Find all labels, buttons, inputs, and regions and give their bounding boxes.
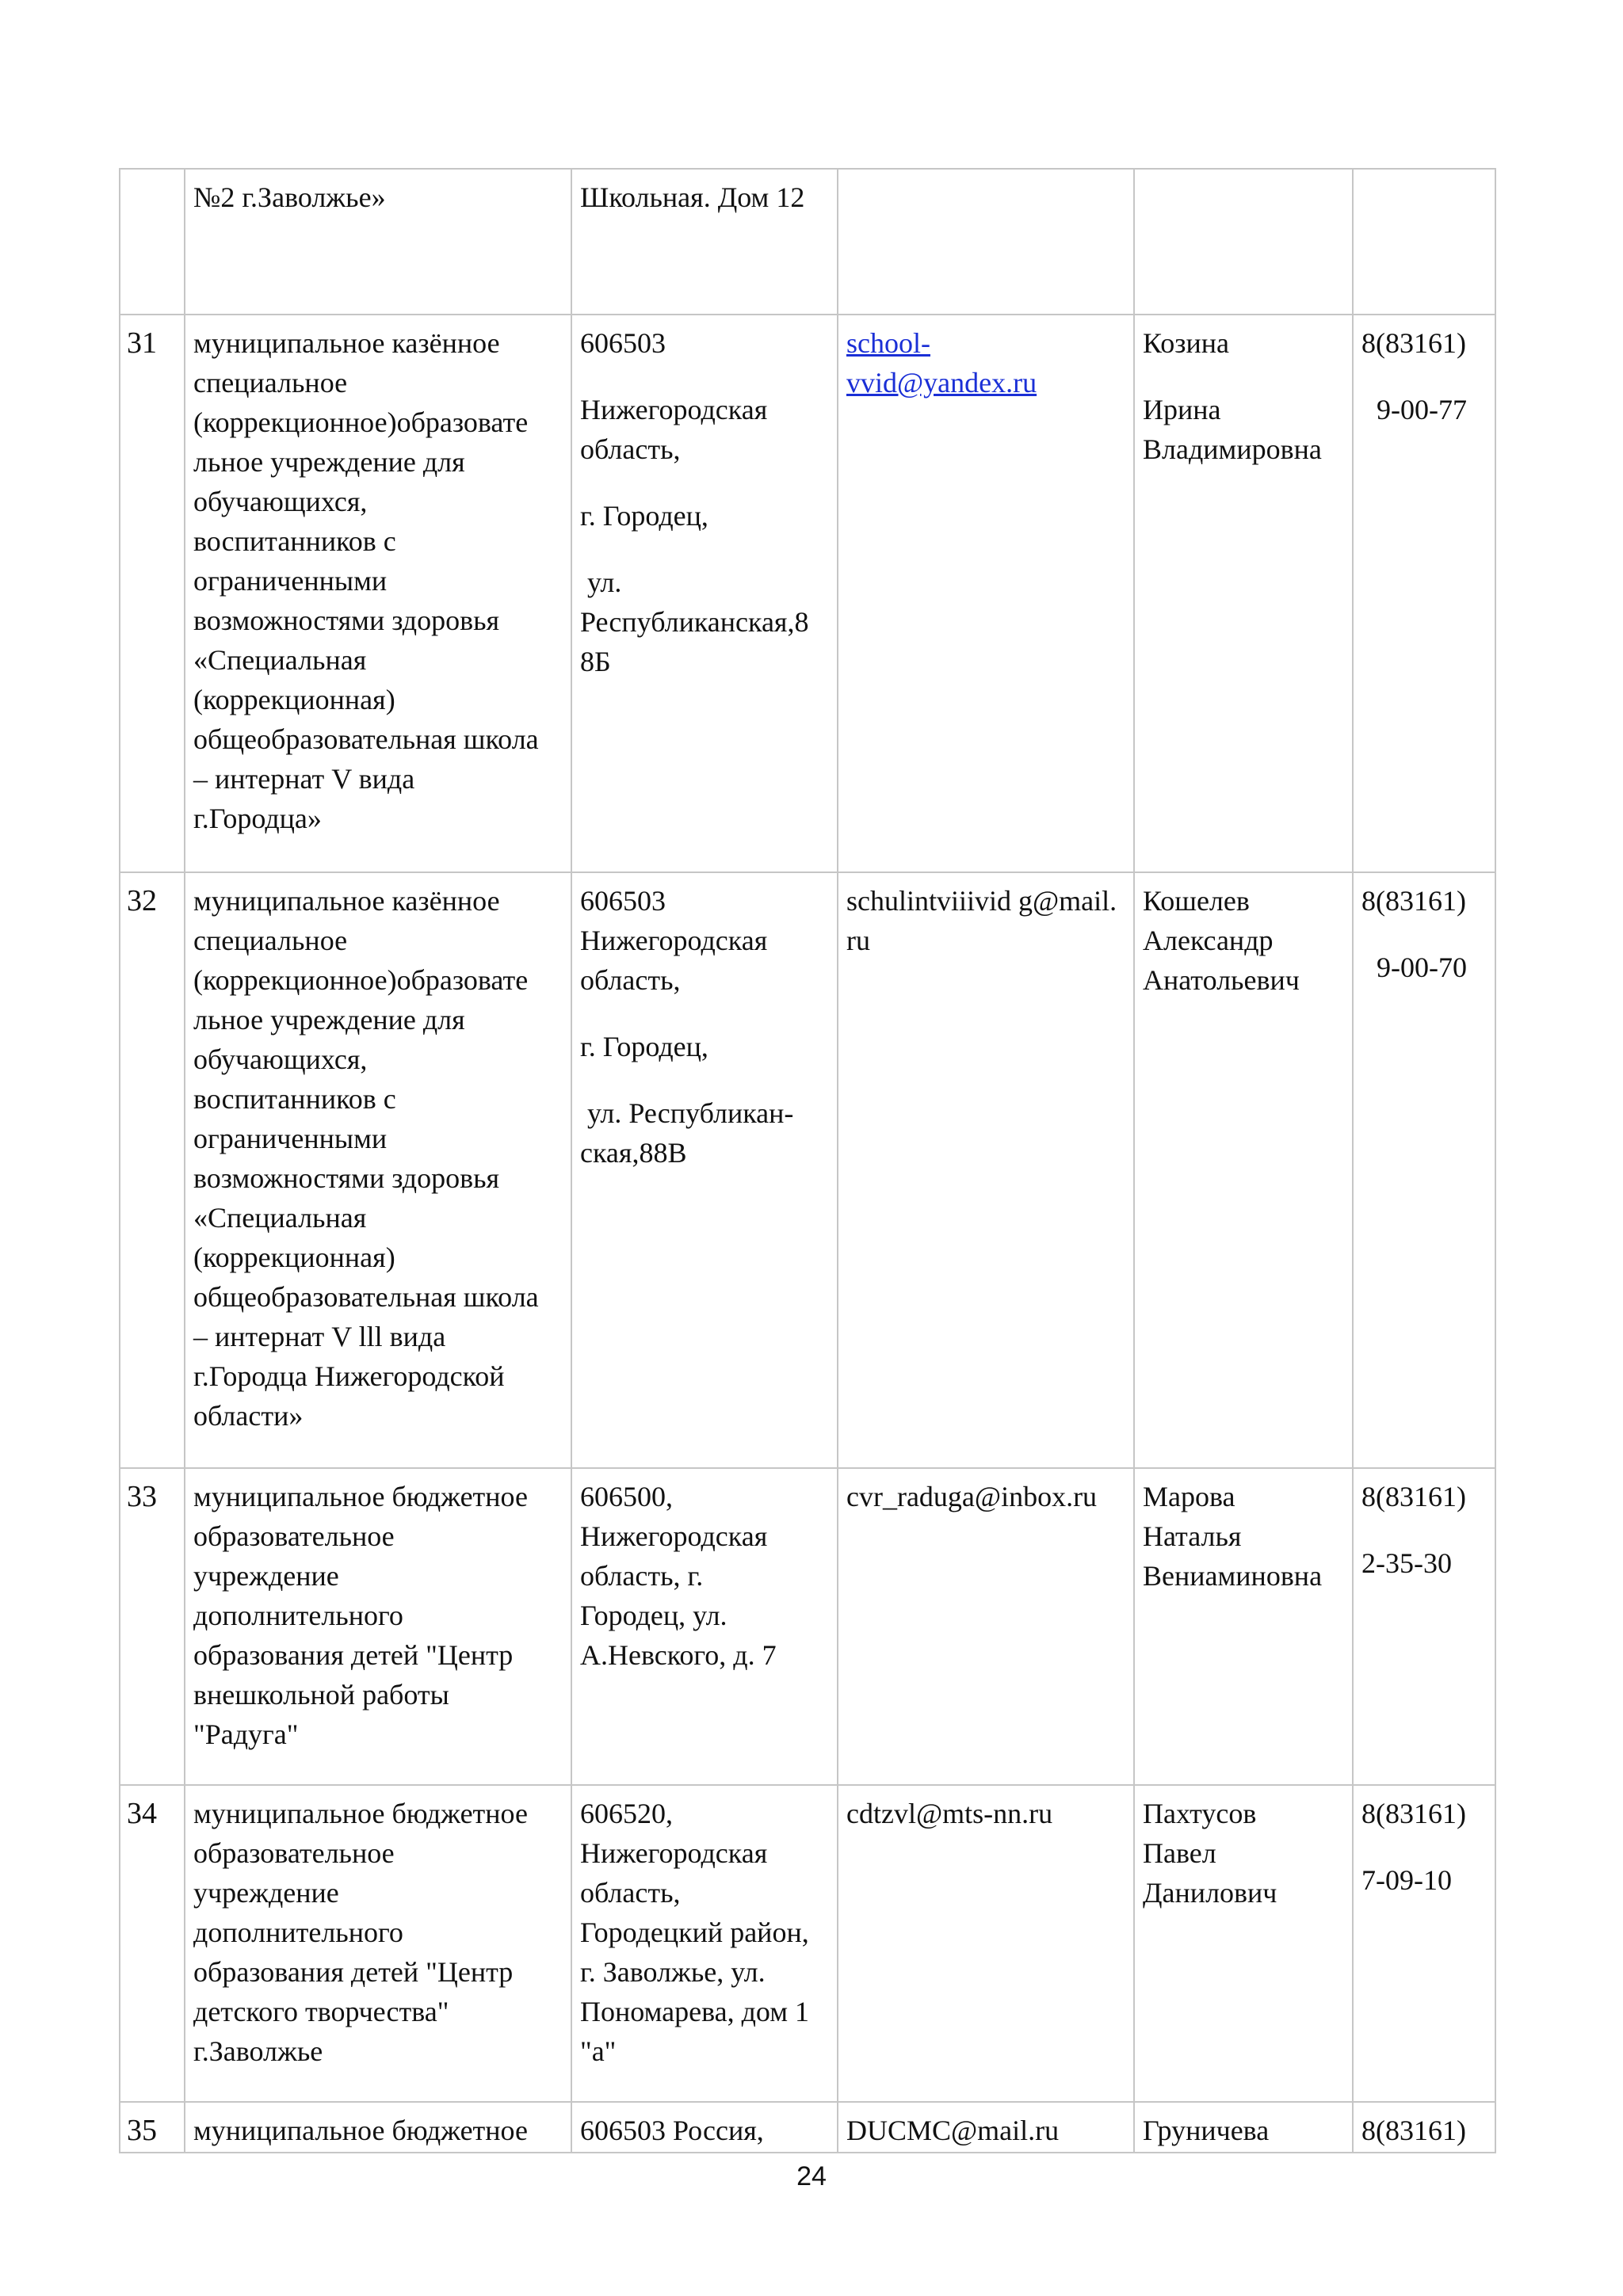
table-row <box>120 872 1495 1468</box>
table-row <box>120 1468 1495 1785</box>
email-cell <box>838 872 1134 1468</box>
row-number: 33 <box>127 1480 157 1513</box>
director-cell <box>1134 169 1353 315</box>
email-cell <box>838 2102 1134 2153</box>
address-cell: 606503 Нижегородская область, г. Городец, ул. Республикан- ская,88В <box>571 872 838 1468</box>
row-number-cell <box>120 2102 185 2153</box>
row-number: 32 <box>127 884 157 917</box>
address-cell: 606500, Нижегородская область, г. Городец, ул. А.Невского, д. 7 <box>571 1468 838 1785</box>
table-row <box>120 315 1495 872</box>
row-number-cell <box>120 1785 185 2102</box>
director-cell: Пахтусов Павел Данилович <box>1134 1785 1353 2102</box>
row-number-cell <box>120 315 185 872</box>
email-text: cvr_raduga@inbox.ru <box>846 1481 1098 1512</box>
table-row <box>120 2102 1495 2153</box>
row-number-cell <box>120 169 185 315</box>
email-cell <box>838 315 1134 872</box>
email-text: schulintviiivid g@mail. <box>846 885 1117 917</box>
email-text: DUCMC@mail.ru <box>846 2115 1060 2146</box>
email-link[interactable]: vvid@yandex.ru <box>846 367 1037 399</box>
institutions-table <box>119 168 1496 2153</box>
phone-cell: 8(83161) 9-00-70 <box>1353 872 1495 1468</box>
address-cell: 606503 Нижегородская область, г. Городец, ул. Республиканская,8 8Б <box>571 315 838 872</box>
row-number-cell <box>120 1468 185 1785</box>
email-cell <box>838 1785 1134 2102</box>
address-cell: 606520, Нижегородская область, Городецкий район, г. Заволжье, ул. Пономарева, дом 1 "а" <box>571 1785 838 2102</box>
table-row <box>120 169 1495 315</box>
table-row <box>120 1785 1495 2102</box>
address-cell: 606503 Россия, <box>571 2102 838 2153</box>
institution-name-cell: №2 г.Заволжье» <box>185 169 571 315</box>
director-cell: Груничева <box>1134 2102 1353 2153</box>
phone-cell: 8(83161) 2-35-30 <box>1353 1468 1495 1785</box>
institution-name-cell: муниципальное бюджетное <box>185 2102 571 2153</box>
row-number-cell <box>120 872 185 1468</box>
email-text: cdtzvl@mts-nn.ru <box>846 1798 1053 1829</box>
phone-cell: 8(83161) 9-00-77 <box>1353 315 1495 872</box>
page-number: 24 <box>796 2161 827 2191</box>
email-text: ru <box>846 925 870 956</box>
director-cell: Козина Ирина Владимировна <box>1134 315 1353 872</box>
director-cell: Кошелев Александр Анатольевич <box>1134 872 1353 1468</box>
phone-cell <box>1353 169 1495 315</box>
email-cell <box>838 169 1134 315</box>
row-number: 34 <box>127 1797 157 1830</box>
email-cell <box>838 1468 1134 1785</box>
institution-name-cell: муниципальное бюджетное образовательное учреждение дополнительного образования детей "Центр внешкольной работы "Радуга" <box>185 1468 571 1785</box>
address-cell: Школьная. Дом 12 <box>571 169 838 315</box>
institution-name-cell: муниципальное казённое специальное (коррекционное)образовате льное учреждение для обучающихся, воспитанников с ограниченными возможностями здоровья «Специальная (коррекционная) общеобразовательная школа – интернат V вида г.Городца» <box>185 315 571 872</box>
director-cell: Марова Наталья Вениаминовна <box>1134 1468 1353 1785</box>
phone-cell: 8(83161) <box>1353 2102 1495 2153</box>
email-link[interactable]: school- <box>846 327 930 359</box>
phone-cell: 8(83161) 7-09-10 <box>1353 1785 1495 2102</box>
row-number: 35 <box>127 2114 157 2147</box>
institution-name-cell: муниципальное бюджетное образовательное учреждение дополнительного образования детей "Центр детского творчества" г.Заволжье <box>185 1785 571 2102</box>
row-number: 31 <box>127 326 157 360</box>
institution-name-cell: муниципальное казённое специальное (коррекционное)образовате льное учреждение для обучающихся, воспитанников с ограниченными возможностями здоровья «Специальная (коррекционная) общеобразовательная школа – интернат V lll вида г.Городца Нижегородской области» <box>185 872 571 1468</box>
